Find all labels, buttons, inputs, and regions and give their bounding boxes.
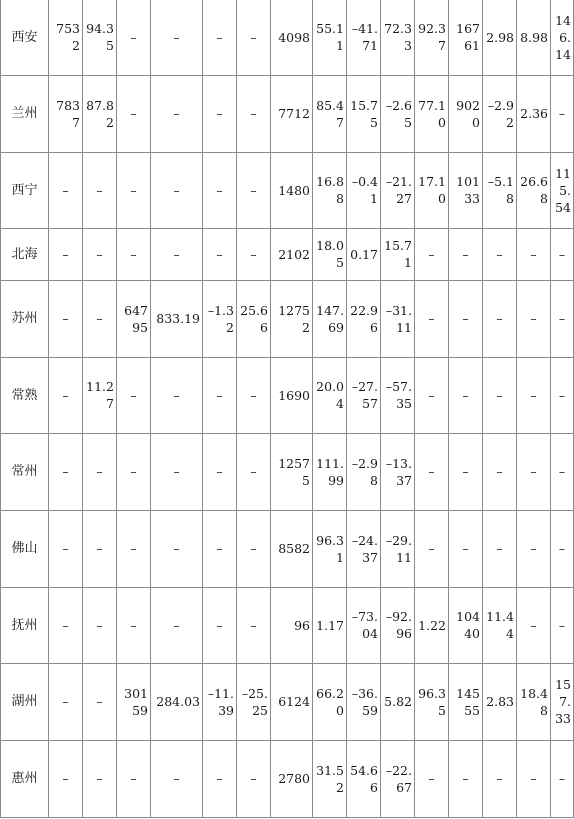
row-city-cell: 常熟: [1, 357, 49, 433]
table-cell: –: [151, 152, 203, 228]
table-cell: 833.19: [151, 280, 203, 357]
table-cell: –: [237, 75, 271, 152]
table-cell: –: [83, 152, 117, 228]
table-cell: –0.41: [347, 152, 381, 228]
table-cell: –: [117, 433, 151, 510]
table-cell: 10440: [449, 587, 483, 663]
table-row: [1, 280, 574, 357]
table-cell: –: [117, 357, 151, 433]
table-cell: –: [415, 357, 449, 433]
table-cell: –: [517, 433, 551, 510]
table-cell: 96: [271, 587, 313, 663]
table-cell: –13.37: [381, 433, 415, 510]
table-cell: –: [203, 740, 237, 817]
table-cell: –: [517, 510, 551, 587]
table-cell: –: [237, 587, 271, 663]
table-cell: –11.39: [203, 663, 237, 740]
table-cell: 20.04: [313, 357, 347, 433]
table-cell: 15.71: [381, 228, 415, 280]
table-cell: –: [49, 587, 83, 663]
table-cell: –: [237, 510, 271, 587]
table-cell: 12752: [271, 280, 313, 357]
table-cell: –: [83, 280, 117, 357]
table-cell: –: [83, 740, 117, 817]
table-cell: –31.11: [381, 280, 415, 357]
table-cell: 284.03: [151, 663, 203, 740]
table-cell: 14555: [449, 663, 483, 740]
table-cell: 0.17: [347, 228, 381, 280]
table-cell: 85.47: [313, 75, 347, 152]
table-cell: –: [83, 228, 117, 280]
table-cell: 96.31: [313, 510, 347, 587]
table-cell: –: [415, 510, 449, 587]
table-cell: –: [449, 357, 483, 433]
row-city-cell: 西宁: [1, 152, 49, 228]
table-cell: –: [517, 228, 551, 280]
table-cell: –73.04: [347, 587, 381, 663]
table-cell: –: [483, 357, 517, 433]
table-cell: –: [151, 510, 203, 587]
table-cell: –: [449, 433, 483, 510]
table-cell: –1.32: [203, 280, 237, 357]
table-cell: –25.25: [237, 663, 271, 740]
row-city-cell: 苏州: [1, 280, 49, 357]
table-cell: –: [237, 152, 271, 228]
table-cell: –: [151, 357, 203, 433]
table-cell: –: [483, 228, 517, 280]
table-cell: 87.82: [83, 75, 117, 152]
table-row: [1, 152, 574, 228]
table-cell: –: [237, 433, 271, 510]
table-cell: –: [203, 75, 237, 152]
table-cell: 18.05: [313, 228, 347, 280]
table-cell: –: [551, 510, 574, 587]
table-cell: –: [551, 357, 574, 433]
table-cell: –: [117, 75, 151, 152]
table-cell: 5.82: [381, 663, 415, 740]
table-row: [1, 433, 574, 510]
table-cell: 9020: [449, 75, 483, 152]
table-cell: –2.92: [483, 75, 517, 152]
table-cell: 16.88: [313, 152, 347, 228]
table-cell: –92.96: [381, 587, 415, 663]
table-cell: 6124: [271, 663, 313, 740]
table-cell: 54.66: [347, 740, 381, 817]
table-cell: 17.10: [415, 152, 449, 228]
table-cell: 8582: [271, 510, 313, 587]
table-cell: 7532: [49, 0, 83, 75]
table-cell: 72.33: [381, 0, 415, 75]
table-cell: –27.57: [347, 357, 381, 433]
table-cell: –: [49, 663, 83, 740]
table-cell: –: [151, 0, 203, 75]
table-cell: –: [449, 280, 483, 357]
table-cell: –: [151, 740, 203, 817]
table-cell: 7837: [49, 75, 83, 152]
table-cell: –: [551, 740, 574, 817]
table-cell: 31.52: [313, 740, 347, 817]
table-cell: –5.18: [483, 152, 517, 228]
table-cell: –: [203, 228, 237, 280]
table-cell: –: [117, 587, 151, 663]
table-cell: 55.11: [313, 0, 347, 75]
table-cell: 16761: [449, 0, 483, 75]
table-cell: –: [49, 740, 83, 817]
table-cell: –: [483, 510, 517, 587]
table-cell: –: [237, 0, 271, 75]
table-row: [1, 663, 574, 740]
table-cell: –: [83, 433, 117, 510]
table-cell: –: [483, 740, 517, 817]
table-cell: 64795: [117, 280, 151, 357]
row-city-cell: 抚州: [1, 587, 49, 663]
table-row: [1, 0, 574, 75]
table-cell: –: [415, 280, 449, 357]
table-cell: 66.20: [313, 663, 347, 740]
table-cell: –: [203, 0, 237, 75]
table-cell: –: [237, 228, 271, 280]
table-cell: –: [117, 510, 151, 587]
table-cell: –2.98: [347, 433, 381, 510]
table-cell: –: [117, 228, 151, 280]
table-cell: –: [449, 228, 483, 280]
table-cell: –: [49, 280, 83, 357]
table-cell: –: [83, 510, 117, 587]
table-cell: 8.98: [517, 0, 551, 75]
table-cell: 1480: [271, 152, 313, 228]
table-cell: –57.35: [381, 357, 415, 433]
table-cell: 18.48: [517, 663, 551, 740]
table-cell: –21.27: [381, 152, 415, 228]
table-cell: –41.71: [347, 0, 381, 75]
table-cell: –: [151, 587, 203, 663]
table-cell: –: [449, 740, 483, 817]
table-cell: –: [83, 663, 117, 740]
table-cell: –: [117, 740, 151, 817]
row-city-cell: 常州: [1, 433, 49, 510]
row-city-cell: 湖州: [1, 663, 49, 740]
table-cell: –: [203, 587, 237, 663]
table-cell: 96.35: [415, 663, 449, 740]
table-cell: 10133: [449, 152, 483, 228]
table-cell: –: [203, 433, 237, 510]
row-city-cell: 北海: [1, 228, 49, 280]
table-cell: 77.10: [415, 75, 449, 152]
table-cell: –: [415, 433, 449, 510]
table-cell: 2.36: [517, 75, 551, 152]
table-cell: 22.96: [347, 280, 381, 357]
table-cell: –: [483, 280, 517, 357]
table-cell: 2780: [271, 740, 313, 817]
table-cell: –: [151, 75, 203, 152]
table-cell: –: [449, 510, 483, 587]
table-cell: –: [117, 0, 151, 75]
table-cell: –: [49, 433, 83, 510]
table-cell: 111.99: [313, 433, 347, 510]
table-row: [1, 587, 574, 663]
table-cell: –: [551, 433, 574, 510]
table-cell: –: [117, 152, 151, 228]
table-cell: 147.69: [313, 280, 347, 357]
table-cell: 25.66: [237, 280, 271, 357]
table-cell: 146.14: [551, 0, 574, 75]
table-row: [1, 75, 574, 152]
table-cell: –: [483, 433, 517, 510]
table-cell: 15.75: [347, 75, 381, 152]
table-cell: –: [49, 357, 83, 433]
table-cell: –: [203, 152, 237, 228]
table-cell: 1690: [271, 357, 313, 433]
table-cell: 1.17: [313, 587, 347, 663]
table-row: [1, 228, 574, 280]
table-cell: 1.22: [415, 587, 449, 663]
table-cell: 115.54: [551, 152, 574, 228]
table-cell: –: [551, 587, 574, 663]
table-cell: –22.67: [381, 740, 415, 817]
table-cell: 157.33: [551, 663, 574, 740]
row-city-cell: 兰州: [1, 75, 49, 152]
table-body: [1, 0, 574, 817]
table-cell: 94.35: [83, 0, 117, 75]
table-cell: –: [203, 357, 237, 433]
table-cell: –: [151, 433, 203, 510]
table-cell: –: [49, 510, 83, 587]
table-cell: –29.11: [381, 510, 415, 587]
table-cell: –: [517, 357, 551, 433]
table-cell: –: [551, 228, 574, 280]
table-cell: 92.37: [415, 0, 449, 75]
table-cell: –2.65: [381, 75, 415, 152]
table-row: [1, 357, 574, 433]
table-cell: 26.68: [517, 152, 551, 228]
table-cell: –24.37: [347, 510, 381, 587]
table-cell: –: [415, 228, 449, 280]
row-city-cell: 西安: [1, 0, 49, 75]
table-cell: –: [551, 280, 574, 357]
table-cell: –: [551, 75, 574, 152]
table-cell: 7712: [271, 75, 313, 152]
table-cell: –: [83, 587, 117, 663]
table-cell: –36.59: [347, 663, 381, 740]
table-cell: –: [151, 228, 203, 280]
table-cell: –: [517, 280, 551, 357]
table-cell: 2102: [271, 228, 313, 280]
table-cell: 12575: [271, 433, 313, 510]
table-cell: 4098: [271, 0, 313, 75]
row-city-cell: 佛山: [1, 510, 49, 587]
table-cell: 11.27: [83, 357, 117, 433]
table-cell: –: [237, 357, 271, 433]
row-city-cell: 惠州: [1, 740, 49, 817]
table-cell: –: [49, 152, 83, 228]
table-cell: 2.83: [483, 663, 517, 740]
table-row: [1, 510, 574, 587]
table-cell: –: [415, 740, 449, 817]
table-cell: 2.98: [483, 0, 517, 75]
table-cell: 11.44: [483, 587, 517, 663]
table-row: [1, 740, 574, 817]
table-cell: –: [517, 587, 551, 663]
table-cell: –: [517, 740, 551, 817]
table-cell: –: [237, 740, 271, 817]
table-cell: 30159: [117, 663, 151, 740]
table-cell: –: [203, 510, 237, 587]
table-cell: –: [49, 228, 83, 280]
